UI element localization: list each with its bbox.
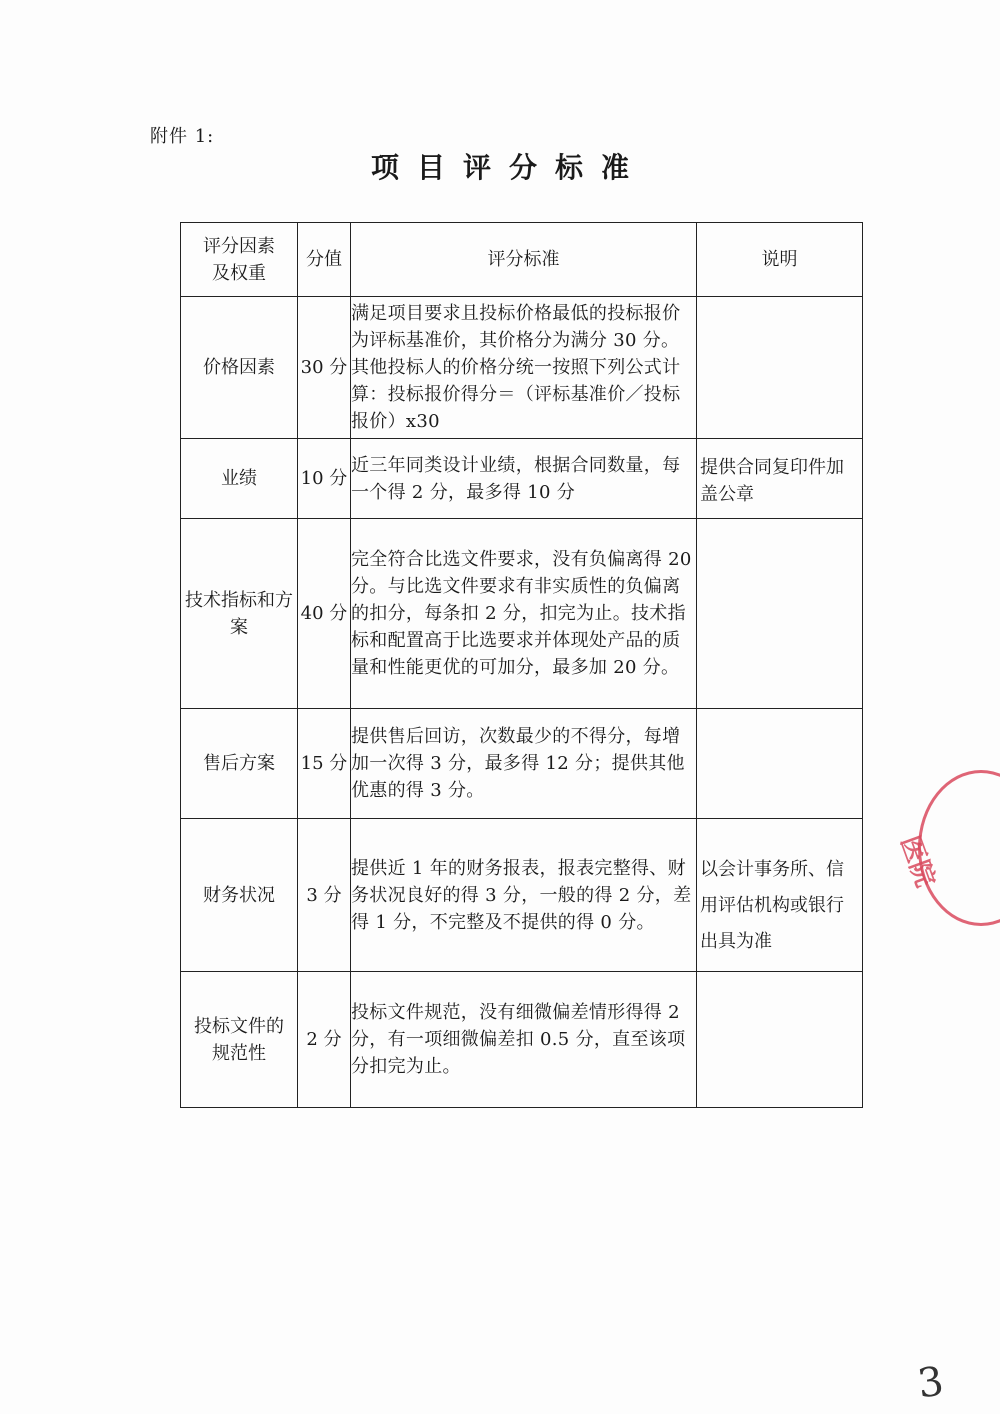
row-note	[697, 519, 863, 709]
row-score: 15 分	[298, 709, 351, 819]
row-score: 30 分	[298, 297, 351, 439]
column-header-standard: 评分标准	[351, 223, 697, 297]
row-score: 10 分	[298, 439, 351, 519]
row-standard: 提供售后回访，次数最少的不得分，每增加一次得 3 分，最多得 12 分；提供其他优惠的得 3 分。	[351, 709, 697, 819]
row-factor: 投标文件的规范性	[181, 972, 298, 1108]
row-score: 3 分	[298, 819, 351, 972]
row-note: 提供合同复印件加盖公章	[697, 439, 863, 519]
row-standard: 提供近 1 年的财务报表，报表完整得、财务状况良好的得 3 分，一般的得 2 分，差得 1 分，不完整及不提供的得 0 分。	[351, 819, 697, 972]
table-row	[181, 519, 863, 709]
seal-stamp-text: 医院	[894, 832, 941, 892]
scoring-table	[180, 222, 863, 1108]
row-standard: 近三年同类设计业绩，根据合同数量，每一个得 2 分，最多得 10 分	[351, 439, 697, 519]
column-header-note: 说明	[697, 223, 863, 297]
row-note: 以会计事务所、信用评估机构或银行出具为准	[697, 819, 863, 972]
table-row	[181, 709, 863, 819]
row-factor: 财务状况	[181, 819, 298, 972]
table-row	[181, 972, 863, 1108]
row-standard: 投标文件规范，没有细微偏差情形得得 2 分，有一项细微偏差扣 0.5 分，直至该项分扣完为止。	[351, 972, 697, 1108]
page-number: 3	[914, 1358, 947, 1408]
row-standard: 完全符合比选文件要求，没有负偏离得 20 分。与比选文件要求有非实质性的负偏离的扣分，每条扣 2 分，扣完为止。技术指标和配置高于比选要求并体现处产品的质量和性能更优的可加分，最多加 20 分。	[351, 519, 697, 709]
row-factor: 价格因素	[181, 297, 298, 439]
row-note	[697, 709, 863, 819]
row-factor: 技术指标和方案	[181, 519, 298, 709]
row-standard: 满足项目要求且投标价格最低的投标报价为评标基准价，其价格分为满分 30 分。其他投标人的价格分统一按照下列公式计算：投标报价得分＝（评标基准价／投标报价）x30	[351, 297, 697, 439]
column-header-factor: 评分因素及权重	[181, 223, 298, 297]
row-factor: 售后方案	[181, 709, 298, 819]
row-score: 2 分	[298, 972, 351, 1108]
row-score: 40 分	[298, 519, 351, 709]
attachment-label: 附件 1:	[150, 126, 215, 147]
column-header-score: 分值	[298, 223, 351, 297]
table-row	[181, 297, 863, 439]
row-factor: 业绩	[181, 439, 298, 519]
row-note	[697, 972, 863, 1108]
page-title: 项目评分标准	[370, 151, 647, 184]
table-row	[181, 439, 863, 519]
table-header-row	[181, 223, 863, 297]
row-note	[697, 297, 863, 439]
table-row	[181, 819, 863, 972]
